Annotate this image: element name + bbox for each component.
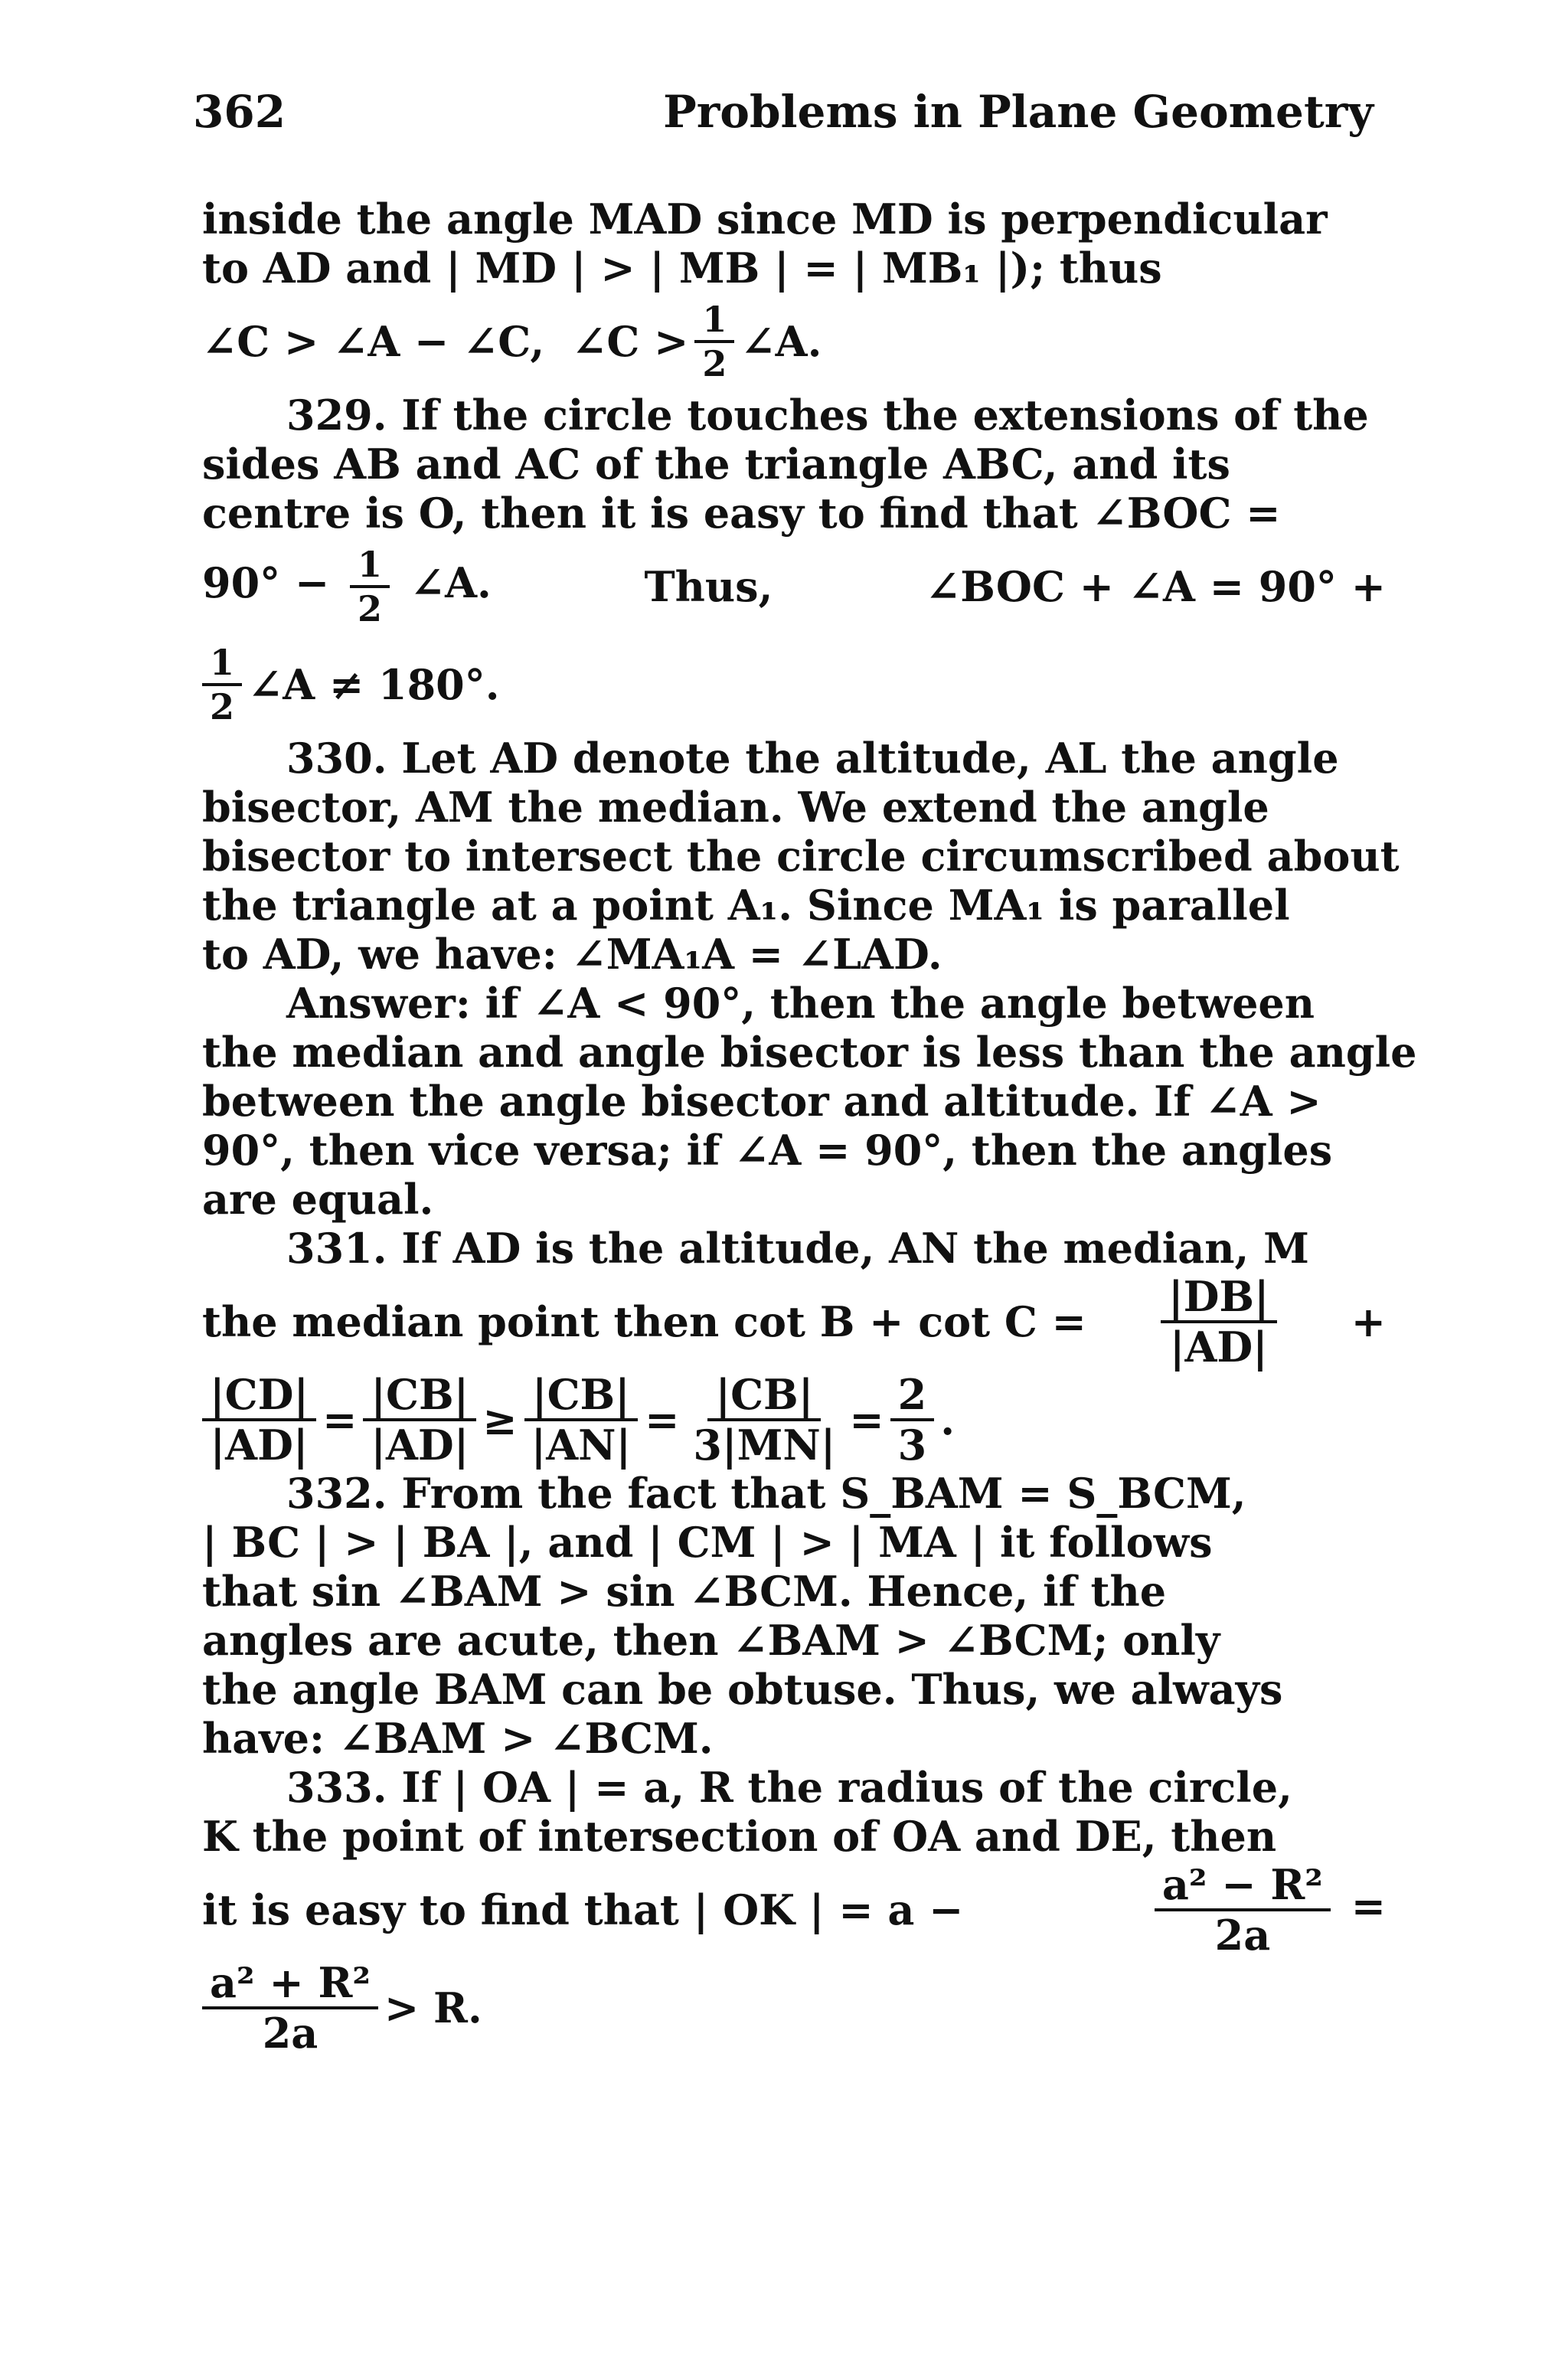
text-line: to AD and | MD | > | MB | = | MB₁ |); thus bbox=[202, 244, 1162, 293]
formula-line bbox=[202, 636, 1386, 734]
formula-part: Thus, bbox=[644, 562, 773, 611]
formula-part: + bbox=[1351, 1297, 1386, 1346]
operator: = bbox=[849, 1395, 884, 1444]
formula-part: 90° − bbox=[202, 558, 330, 608]
fraction: $\frac{1}{2}$ bbox=[694, 302, 734, 381]
text-line: 331. If AD is the altitude, AN the median, M bbox=[286, 1224, 1309, 1273]
text-line: the angle BAM can be obtuse. Thus, we always bbox=[202, 1665, 1283, 1714]
text-line: K the point of intersection of OA and DE, then bbox=[202, 1812, 1277, 1861]
fraction: $\frac{1}{2}$ bbox=[350, 547, 390, 626]
text-line: to AD, we have: ∠MA₁A = ∠LAD. bbox=[202, 930, 942, 979]
formula-part: ∠BOC + ∠A = 90° + bbox=[926, 562, 1386, 611]
operator: = bbox=[645, 1395, 680, 1444]
page-header bbox=[0, 83, 1568, 141]
text-line: that sin ∠BAM > sin ∠BCM. Hence, if the bbox=[202, 1567, 1167, 1616]
fraction: $\frac{|DB|}{|AD|}$ bbox=[1161, 1276, 1277, 1368]
fraction: $\frac{|CB|}{3|MN|}$ bbox=[693, 1370, 836, 1470]
formula-line bbox=[202, 1273, 1386, 1371]
page-number: 362 bbox=[193, 86, 286, 138]
fraction: $\frac{\text{a² + R²}}{2a}$ bbox=[202, 1962, 378, 2054]
text-line: bisector to intersect the circle circumscribed about bbox=[202, 832, 1400, 881]
fraction: $\frac{|CB|}{|AN|}$ bbox=[524, 1374, 639, 1466]
formula-line bbox=[202, 1371, 1386, 1469]
operator: ≥ bbox=[482, 1395, 518, 1444]
text-line: | BC | > | BA |, and | CM | > | MA | it follows bbox=[202, 1518, 1213, 1567]
text-line: centre is O, then it is easy to find that ∠BOC = bbox=[202, 489, 1281, 538]
formula-part: ∠A. bbox=[410, 558, 492, 608]
formula-line bbox=[202, 538, 1386, 636]
operator: . bbox=[940, 1395, 956, 1444]
operator: = bbox=[1351, 1882, 1386, 1931]
fraction: $\frac{|CD|}{|AD|}$ bbox=[202, 1374, 316, 1466]
text-line: the triangle at a point A₁. Since MA₁ is parallel bbox=[202, 881, 1290, 930]
text-line: bisector, AM the median. We extend the angle bbox=[202, 783, 1269, 832]
formula-line bbox=[202, 1861, 1386, 1959]
text-line: are equal. bbox=[202, 1175, 434, 1224]
text-line: sides AB and AC of the triangle ABC, and its bbox=[202, 440, 1230, 489]
formula-part: ∠C > bbox=[572, 317, 689, 366]
text-line: 90°, then vice versa; if ∠A = 90°, then the angles bbox=[202, 1126, 1333, 1175]
fraction: $\frac{2}{3}$ bbox=[890, 1374, 935, 1466]
text-line: angles are acute, then ∠BAM > ∠BCM; only bbox=[202, 1616, 1220, 1665]
fraction: $\frac{|CB|}{|AD|}$ bbox=[363, 1374, 476, 1466]
text-line: inside the angle MAD since MD is perpendicular bbox=[202, 195, 1328, 244]
operator: = bbox=[322, 1395, 358, 1444]
formula-line bbox=[202, 1959, 1386, 2057]
text-line: the median and angle bisector is less than the angle bbox=[202, 1028, 1417, 1077]
text-line: between the angle bisector and altitude. If ∠A > bbox=[202, 1077, 1321, 1126]
formula-part: ∠A ≠ 180°. bbox=[248, 660, 500, 709]
formula-part: it is easy to find that | OK | = a − bbox=[202, 1885, 964, 1934]
formula-part: ∠C > ∠A − ∠C, bbox=[202, 317, 545, 366]
text-line: 329. If the circle touches the extensions of the bbox=[286, 391, 1369, 440]
fraction: $\frac{1}{2}$ bbox=[202, 645, 242, 724]
formula-part: ∠A. bbox=[740, 317, 822, 366]
text-line: Answer: if ∠A < 90°, then the angle between bbox=[286, 979, 1315, 1028]
page-body bbox=[202, 195, 1417, 2058]
fraction: $\frac{\text{a² − R²}}{2a}$ bbox=[1155, 1864, 1331, 1956]
text-line: have: ∠BAM > ∠BCM. bbox=[202, 1714, 714, 1763]
text-line: 332. From the fact that S_BAM = S_BCM, bbox=[286, 1469, 1246, 1518]
text-line: 330. Let AD denote the altitude, AL the angle bbox=[286, 734, 1339, 783]
formula-part: the median point then cot B + cot C = bbox=[202, 1297, 1086, 1346]
text-line: 333. If | OA | = a, R the radius of the circle, bbox=[286, 1763, 1292, 1812]
formula-part: > R. bbox=[384, 1983, 482, 2032]
formula-line bbox=[202, 293, 1386, 391]
running-title: Problems in Plane Geometry bbox=[663, 86, 1374, 138]
